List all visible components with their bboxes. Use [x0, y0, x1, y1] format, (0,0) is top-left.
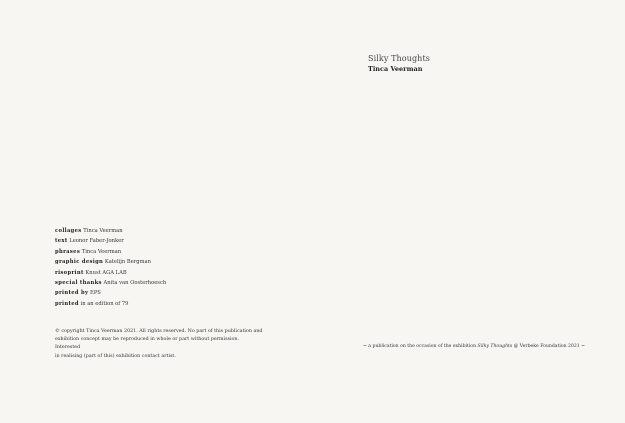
credit-value: Anita van Oosterhoesch [103, 280, 167, 287]
copyright-line: in realising (part of this) exhibition contact artist. [55, 353, 176, 359]
credit-value: EPS [90, 290, 101, 297]
copyright-line: © copyright Tinca Veerman 2021. All rights reserved. No part of this publication and [55, 329, 263, 334]
credit-row [55, 268, 166, 278]
colophon-credits [55, 226, 166, 309]
title-block [368, 54, 430, 73]
book-title: Silky Thoughts [368, 54, 430, 63]
credit-key: phrases [55, 248, 81, 255]
credit-row [55, 257, 166, 267]
credit-key: printed [55, 300, 79, 307]
credit-value: Tinca Veerman [81, 248, 122, 255]
credit-row [55, 278, 166, 288]
credit-key: text [55, 238, 68, 245]
credit-key: graphic design [55, 259, 104, 266]
credit-row [55, 226, 166, 236]
credit-value: Knust AGA LAB [85, 269, 127, 276]
copyright-notice [55, 328, 265, 361]
credit-key: collages [55, 228, 82, 234]
credit-row [55, 247, 166, 257]
credit-key: risoprint [55, 269, 84, 276]
publication-note-exhibition-title: Silky Thoughts [477, 344, 513, 349]
copyright-line: exhibition concept may be reproduced in whole or part without permission. Interested [55, 337, 240, 351]
credit-value: Tinca Veerman [83, 228, 123, 234]
book-author: Tinca Veerman [368, 65, 423, 73]
credit-row [55, 236, 166, 246]
credit-value: Leonor Faber-Jonker [69, 238, 124, 245]
credit-value: Katelijn Bergman [104, 259, 151, 266]
publication-note-suffix: @ Verbeke Foundation 2021 ~ [512, 344, 586, 349]
credit-key: special thanks [55, 280, 102, 287]
credit-row [55, 299, 166, 309]
credit-row [55, 288, 166, 298]
credit-key: printed by [55, 290, 89, 297]
credit-value: in an edition of 79 [80, 300, 129, 307]
publication-note [363, 344, 585, 349]
publication-note-prefix: ~ a publication on the occasion of the exhibition [363, 344, 478, 349]
